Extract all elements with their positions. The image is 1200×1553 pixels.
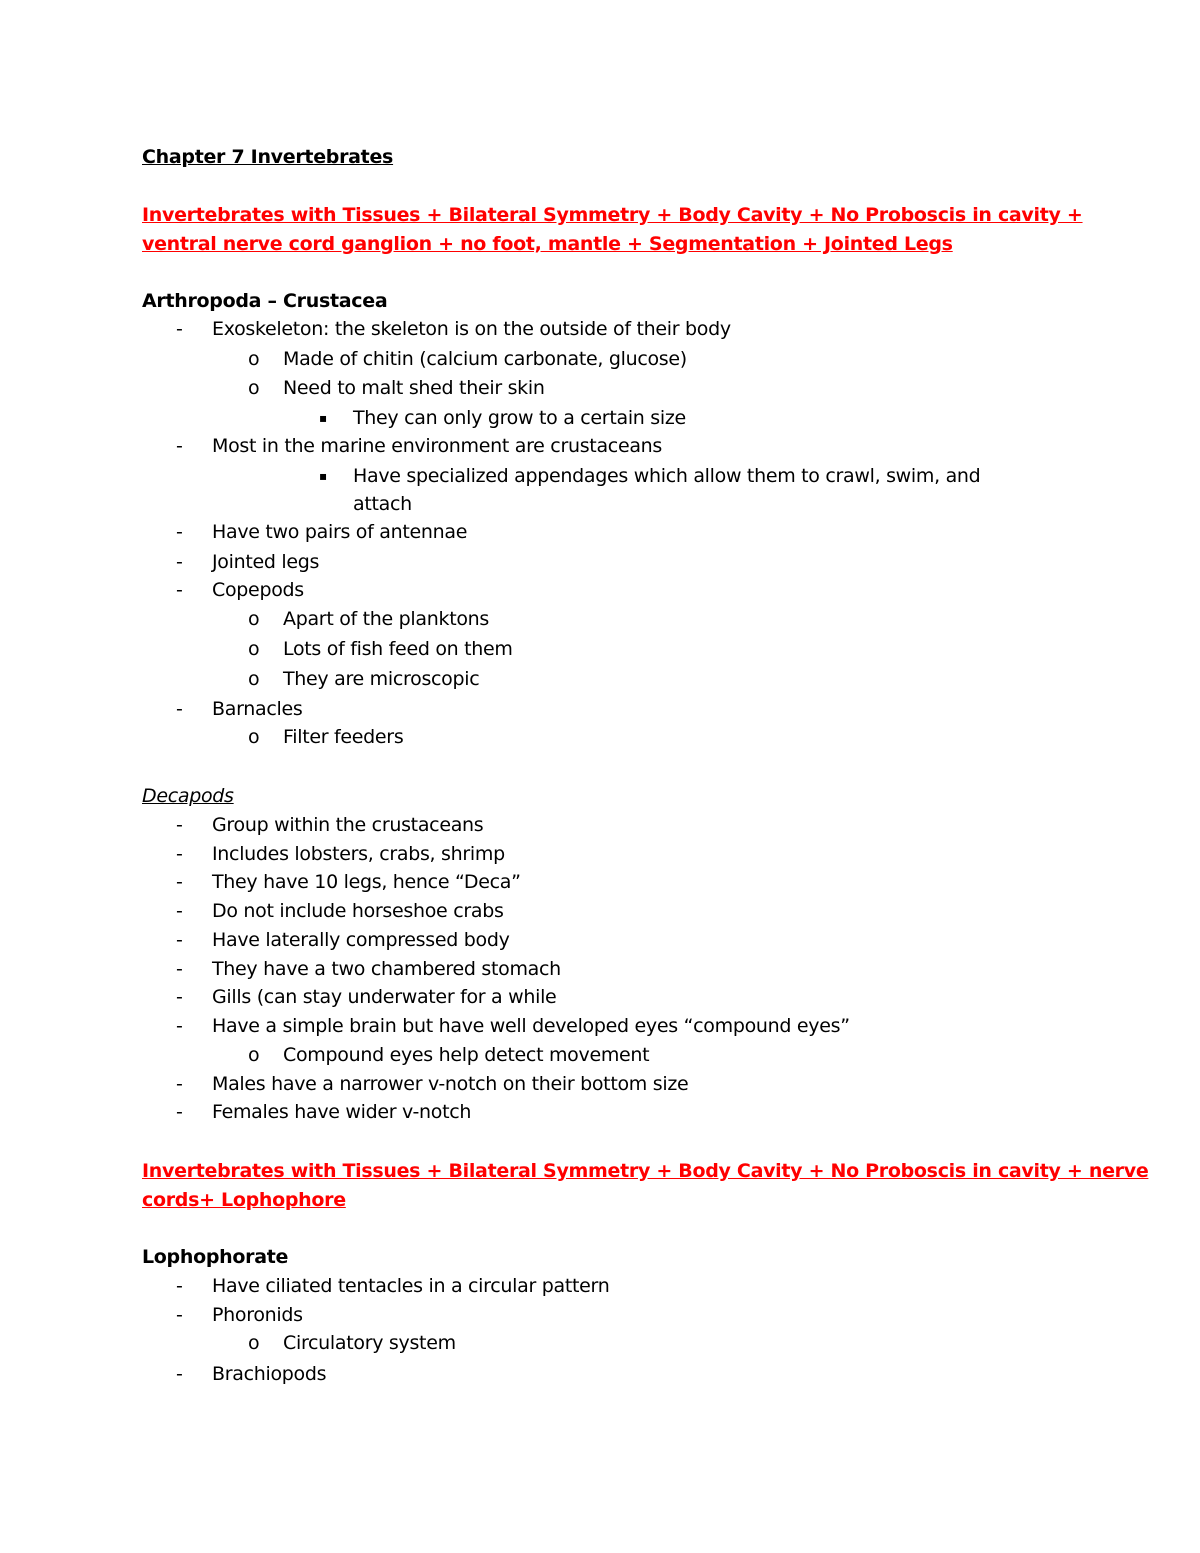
list-item-text: Have laterally compressed body <box>212 929 510 951</box>
section1-heading-line2: ventral nerve cord ganglion + no foot, mantle + Segmentation + Jointed Legs <box>142 233 953 255</box>
list-item <box>0 464 1200 488</box>
list-item <box>0 406 1200 430</box>
decapods-heading: Decapods <box>142 785 234 807</box>
list-item <box>0 842 1200 866</box>
dash-bullet: - <box>176 579 183 601</box>
list-item-text: Phoronids <box>212 1304 303 1326</box>
dash-bullet: - <box>176 521 183 543</box>
circle-bullet: o <box>248 608 260 630</box>
list-item <box>0 317 1200 341</box>
dash-bullet: - <box>176 900 183 922</box>
list-item-text: Made of chitin (calcium carbonate, glucose) <box>283 348 687 370</box>
list-item <box>0 578 1200 602</box>
circle-bullet: o <box>248 638 260 660</box>
circle-bullet: o <box>248 1044 260 1066</box>
list-item-text: Barnacles <box>212 698 303 720</box>
list-item-text: Need to malt shed their skin <box>283 377 545 399</box>
list-item-text: Do not include horseshoe crabs <box>212 900 504 922</box>
list-item <box>0 607 1200 631</box>
square-bullet: ▪ <box>319 469 327 483</box>
list-item-text: Have two pairs of antennae <box>212 521 468 543</box>
list-item <box>0 1303 1200 1327</box>
list-item-text: They can only grow to a certain size <box>353 407 686 429</box>
circle-bullet: o <box>248 668 260 690</box>
list-item-text: They have a two chambered stomach <box>212 958 561 980</box>
list-item-text: They have 10 legs, hence “Deca” <box>212 871 521 893</box>
list-item <box>0 1362 1200 1386</box>
list-item-text: Filter feeders <box>283 726 404 748</box>
dash-bullet: - <box>176 318 183 340</box>
list-item-text: Lots of fish feed on them <box>283 638 513 660</box>
dash-bullet: - <box>176 1101 183 1123</box>
list-item-text: Gills (can stay underwater for a while <box>212 986 557 1008</box>
list-item-text: Copepods <box>212 579 304 601</box>
list-item <box>0 957 1200 981</box>
list-item <box>0 347 1200 371</box>
square-bullet: ▪ <box>319 411 327 425</box>
list-item <box>0 1072 1200 1096</box>
list-item-text: Have ciliated tentacles in a circular pattern <box>212 1275 610 1297</box>
circle-bullet: o <box>248 1332 260 1354</box>
list-item-text: Includes lobsters, crabs, shrimp <box>212 843 505 865</box>
list-item-text: Apart of the planktons <box>283 608 490 630</box>
circle-bullet: o <box>248 377 260 399</box>
dash-bullet: - <box>176 986 183 1008</box>
list-item <box>0 520 1200 544</box>
section2-heading-line1: Invertebrates with Tissues + Bilateral Symmetry + Body Cavity + No Proboscis in cavity + nerve <box>142 1160 1149 1182</box>
list-item <box>0 1331 1200 1355</box>
list-item-text: Most in the marine environment are crustaceans <box>212 435 663 457</box>
circle-bullet: o <box>248 726 260 748</box>
dash-bullet: - <box>176 1304 183 1326</box>
dash-bullet: - <box>176 435 183 457</box>
list-item <box>0 725 1200 749</box>
dash-bullet: - <box>176 958 183 980</box>
dash-bullet: - <box>176 698 183 720</box>
list-item-text: Males have a narrower v-notch on their bottom size <box>212 1073 689 1095</box>
list-item <box>0 1100 1200 1124</box>
list-item-text: Females have wider v-notch <box>212 1101 472 1123</box>
dash-bullet: - <box>176 1015 183 1037</box>
list-item-continuation <box>0 492 1200 516</box>
circle-bullet: o <box>248 348 260 370</box>
list-item-text: Brachiopods <box>212 1363 327 1385</box>
list-item <box>0 550 1200 574</box>
dash-bullet: - <box>176 929 183 951</box>
list-item <box>0 899 1200 923</box>
list-item-text: Compound eyes help detect movement <box>283 1044 650 1066</box>
list-item <box>0 667 1200 691</box>
list-item <box>0 434 1200 458</box>
dash-bullet: - <box>176 551 183 573</box>
list-item-text: Have specialized appendages which allow them to crawl, swim, and <box>353 465 981 487</box>
dash-bullet: - <box>176 814 183 836</box>
list-item <box>0 985 1200 1009</box>
list-item-text: Circulatory system <box>283 1332 456 1354</box>
dash-bullet: - <box>176 1073 183 1095</box>
list-item-text: They are microscopic <box>283 668 480 690</box>
dash-bullet: - <box>176 1363 183 1385</box>
dash-bullet: - <box>176 1275 183 1297</box>
section1-heading-line1: Invertebrates with Tissues + Bilateral Symmetry + Body Cavity + No Proboscis in cavity + <box>142 204 1083 226</box>
list-item-text: attach <box>353 493 412 515</box>
section2-heading-line2: cords+ Lophophore <box>142 1189 346 1211</box>
list-item-text: Have a simple brain but have well developed eyes “compound eyes” <box>212 1015 850 1037</box>
list-item <box>0 813 1200 837</box>
list-item <box>0 637 1200 661</box>
list-item <box>0 870 1200 894</box>
dash-bullet: - <box>176 871 183 893</box>
page-title: Chapter 7 Invertebrates <box>142 146 394 168</box>
list-item <box>0 376 1200 400</box>
list-item <box>0 928 1200 952</box>
lophophorate-heading: Lophophorate <box>142 1246 289 1268</box>
list-item <box>0 1043 1200 1067</box>
list-item <box>0 1014 1200 1038</box>
list-item <box>0 1274 1200 1298</box>
list-item-text: Jointed legs <box>212 551 320 573</box>
arthropoda-heading: Arthropoda – Crustacea <box>142 290 388 312</box>
list-item <box>0 697 1200 721</box>
dash-bullet: - <box>176 843 183 865</box>
list-item-text: Group within the crustaceans <box>212 814 484 836</box>
list-item-text: Exoskeleton: the skeleton is on the outside of their body <box>212 318 731 340</box>
